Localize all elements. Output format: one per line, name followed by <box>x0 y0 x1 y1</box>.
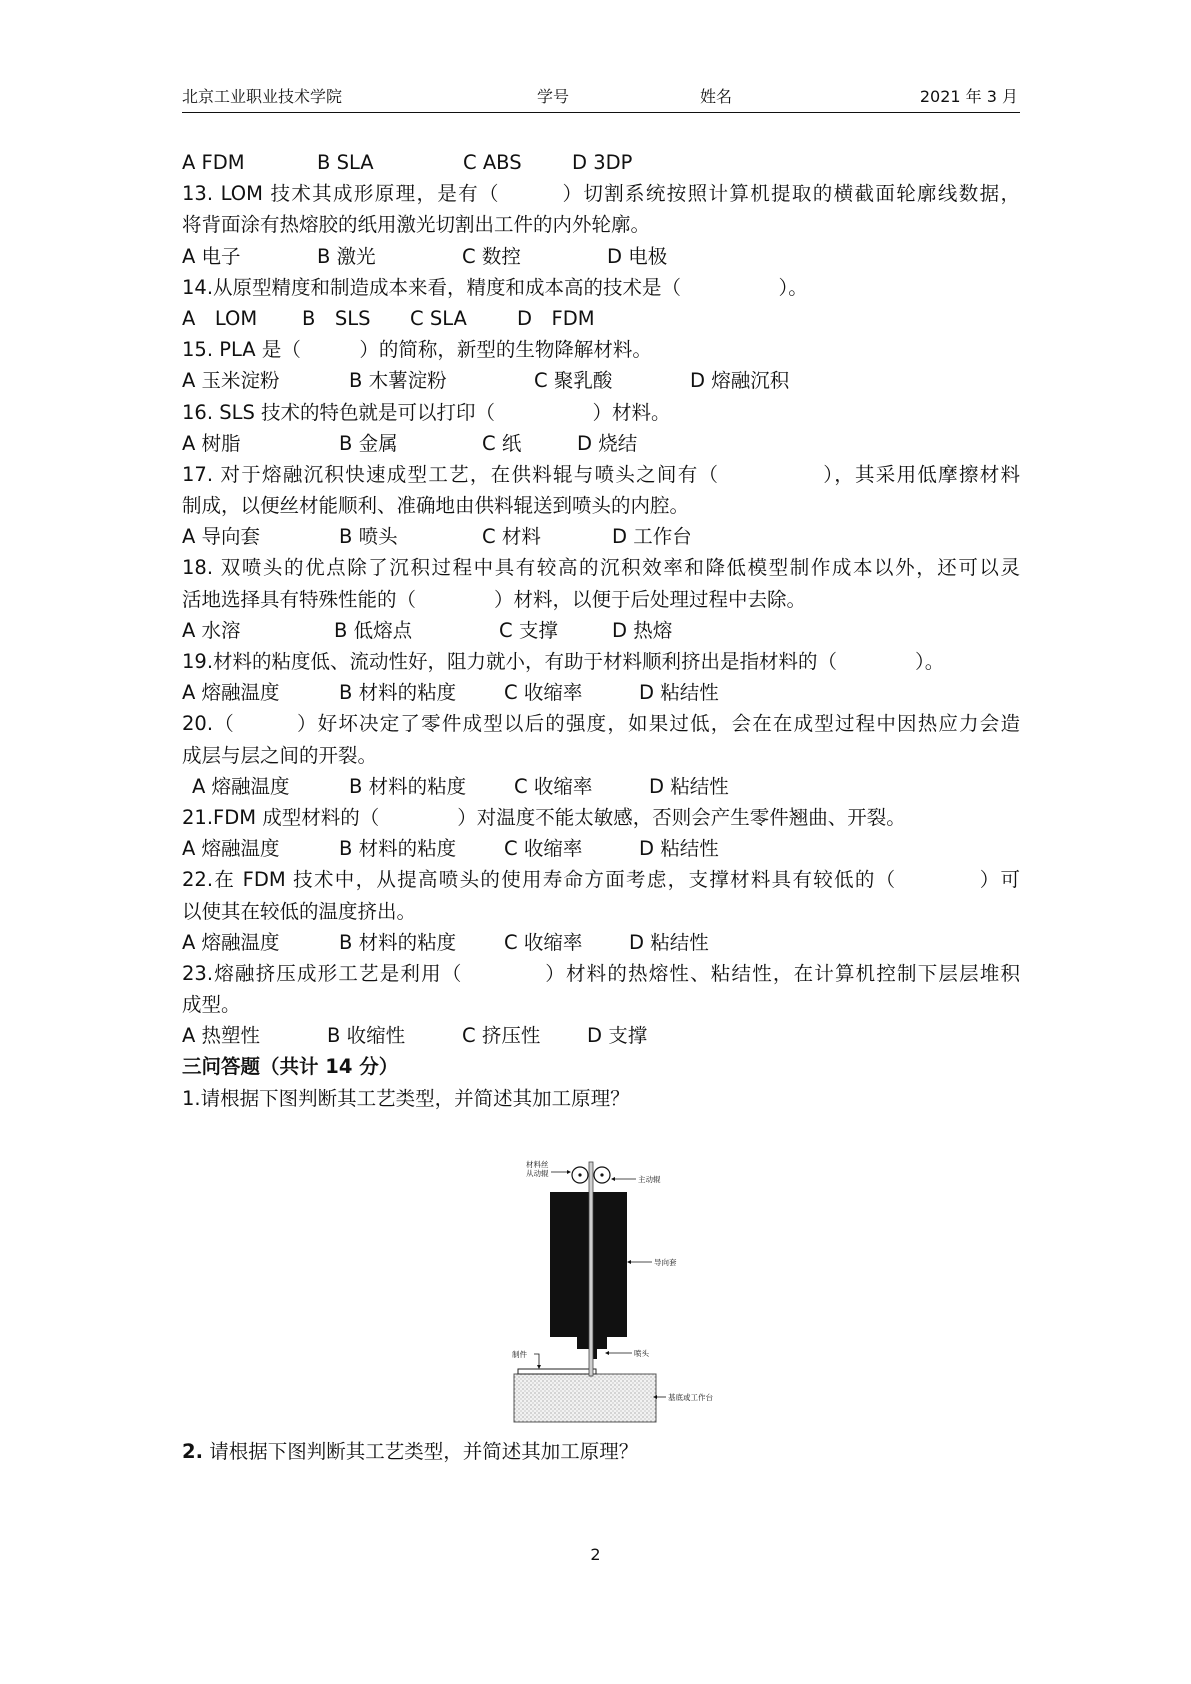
option: B 材料的粘度 <box>339 837 457 861</box>
q16-options <box>182 428 1020 459</box>
question-15: 15. PLA 是（ ）的简称，新型的生物降解材料。 <box>182 338 652 362</box>
question-20-cont: 成层与层之间的开裂。 <box>182 743 378 767</box>
option: A 熔融温度 <box>182 837 280 861</box>
option: C SLA <box>410 306 467 330</box>
option: D 粘结性 <box>639 681 719 705</box>
option: B 材料的粘度 <box>349 774 467 798</box>
option: A 熔融温度 <box>182 930 280 954</box>
option: C 纸 <box>482 431 522 455</box>
option: B SLS <box>302 306 371 330</box>
option: B SLA <box>317 151 374 174</box>
question-18-cont: 活地选择具有特殊性能的（ ）材料，以便于后处理过程中去除。 <box>182 587 807 611</box>
q12-options <box>182 147 1020 178</box>
label-nozzle: 喷头 <box>634 1349 649 1358</box>
label-drive-roller: 主动辊 <box>638 1175 661 1184</box>
option: A 树脂 <box>182 431 241 455</box>
question-18: 18. 双喷头的优点除了沉积过程中具有较高的沉积效率和降低模型制作成本以外，还可以灵 <box>182 556 1020 580</box>
option: D FDM <box>517 306 595 330</box>
label-guide: 导向套 <box>654 1258 677 1267</box>
essay-question-1: 1.请根据下图判断其工艺类型，并简述其加工原理？ <box>182 1086 630 1110</box>
option: B 收缩性 <box>327 1024 406 1048</box>
option: A 热塑性 <box>182 1024 261 1048</box>
question-19: 19.材料的粘度低、流动性好，阻力就小，有助于材料顺利挤出是指材料的（ ）。 <box>182 650 945 673</box>
q19-options <box>182 677 1020 708</box>
question-23: 23.熔融挤压成形工艺是利用（ ）材料的热熔性、粘结性，在计算机控制下层层堆积 <box>182 961 1020 985</box>
option: B 金属 <box>339 431 398 455</box>
option: D 3DP <box>572 151 633 174</box>
label-driven-roller: 从动辊 <box>526 1169 549 1178</box>
student-name-label: 姓名 <box>700 87 733 106</box>
question-22: 22.在 FDM 技术中，从提高喷头的使用寿命方面考虑，支撑材料具有较低的（ ）可 <box>182 868 1020 892</box>
page-number: 2 <box>590 1545 601 1564</box>
option: D 支撑 <box>587 1024 648 1048</box>
fdm-diagram <box>506 1152 713 1424</box>
option: A 水溶 <box>182 618 241 642</box>
option: C 数控 <box>462 244 521 268</box>
option: D 粘结性 <box>649 774 729 798</box>
option: C 挤压性 <box>462 1024 541 1048</box>
question-23-cont: 成型。 <box>182 993 241 1017</box>
q14-options <box>182 303 1020 334</box>
student-id-label: 学号 <box>537 87 570 106</box>
option: A 导向套 <box>182 525 261 549</box>
option: C 收缩率 <box>504 837 583 861</box>
essay-question-2-text: 请根据下图判断其工艺类型，并简述其加工原理？ <box>209 1440 639 1463</box>
option: B 木薯淀粉 <box>349 369 447 393</box>
exam-date: 2021 年 3 月 <box>919 87 1018 106</box>
question-21: 21.FDM 成型材料的（ ）对温度不能太敏感，否则会产生零件翘曲、开裂。 <box>182 805 906 829</box>
q23-options <box>182 1020 1020 1051</box>
option: D 工作台 <box>612 525 692 549</box>
q22-options <box>182 927 1020 958</box>
question-13: 13. LOM 技术其成形原理，是有（ ）切割系统按照计算机提取的横截面轮廓线数据， <box>182 182 1020 206</box>
filament-shape <box>589 1162 593 1376</box>
question-17: 17. 对于熔融沉积快速成型工艺，在供料辊与喷头之间有（ ），其采用低摩擦材料 <box>182 462 1020 486</box>
option: C 材料 <box>482 525 541 549</box>
question-22-cont: 以使其在较低的温度挤出。 <box>182 899 417 923</box>
option: D 粘结性 <box>639 837 719 861</box>
option: A 电子 <box>182 244 241 268</box>
q18-options <box>182 615 1020 646</box>
nozzle-body-shape <box>550 1192 627 1359</box>
school-name: 北京工业职业技术学院 <box>182 87 343 106</box>
option: D 粘结性 <box>629 930 709 954</box>
option: C 收缩率 <box>504 930 583 954</box>
option: D 电极 <box>607 244 668 268</box>
q17-options <box>182 521 1020 552</box>
q21-options <box>182 833 1020 864</box>
option: D 热熔 <box>612 618 673 642</box>
label-platform: 基底或工作台 <box>668 1393 713 1402</box>
option: C ABS <box>463 151 522 174</box>
section-title: 三问答题（共计 14 分） <box>182 1055 399 1079</box>
essay-question-2-number: 2. <box>182 1440 203 1463</box>
question-20: 20.（ ）好坏决定了零件成型以后的强度，如果过低，会在在成型过程中因热应力会造 <box>182 712 1020 736</box>
option: A FDM <box>182 151 245 174</box>
option: B 低熔点 <box>334 618 413 642</box>
question-content <box>182 147 1020 1114</box>
option: B 材料的粘度 <box>339 930 457 954</box>
option: A 熔融温度 <box>182 681 280 705</box>
platform-shape <box>514 1374 656 1422</box>
part-shape <box>518 1369 596 1374</box>
label-filament: 材料丝 <box>526 1160 549 1169</box>
option: B 喷头 <box>339 525 398 549</box>
option: D 熔融沉积 <box>690 369 790 393</box>
option: A LOM <box>182 306 258 330</box>
option: D 烧结 <box>577 431 638 455</box>
option: C 支撑 <box>499 618 558 642</box>
option: A 熔融温度 <box>192 774 290 798</box>
question-14: 14.从原型精度和制造成本来看，精度和成本高的技术是（ ）。 <box>182 275 808 299</box>
question-17-cont: 制成，以便丝材能顺利、准确地由供料辊送到喷头的内腔。 <box>182 494 690 518</box>
q20-options <box>182 771 1020 802</box>
q15-options <box>182 365 1020 396</box>
page-header <box>182 86 1020 113</box>
option: B 激光 <box>317 244 376 268</box>
option: C 聚乳酸 <box>534 369 613 393</box>
q13-options <box>182 241 1020 272</box>
label-part: 制件 <box>512 1350 527 1359</box>
option: B 材料的粘度 <box>339 681 457 705</box>
option: A 玉米淀粉 <box>182 369 280 393</box>
option: C 收缩率 <box>504 681 583 705</box>
option: C 收缩率 <box>514 774 593 798</box>
question-13-cont: 将背面涂有热熔胶的纸用激光切割出工件的内外轮廓。 <box>182 213 651 237</box>
essay-question-2 <box>182 1436 638 1467</box>
question-16: 16. SLS 技术的特色就是可以打印（ ）材料。 <box>182 400 671 424</box>
